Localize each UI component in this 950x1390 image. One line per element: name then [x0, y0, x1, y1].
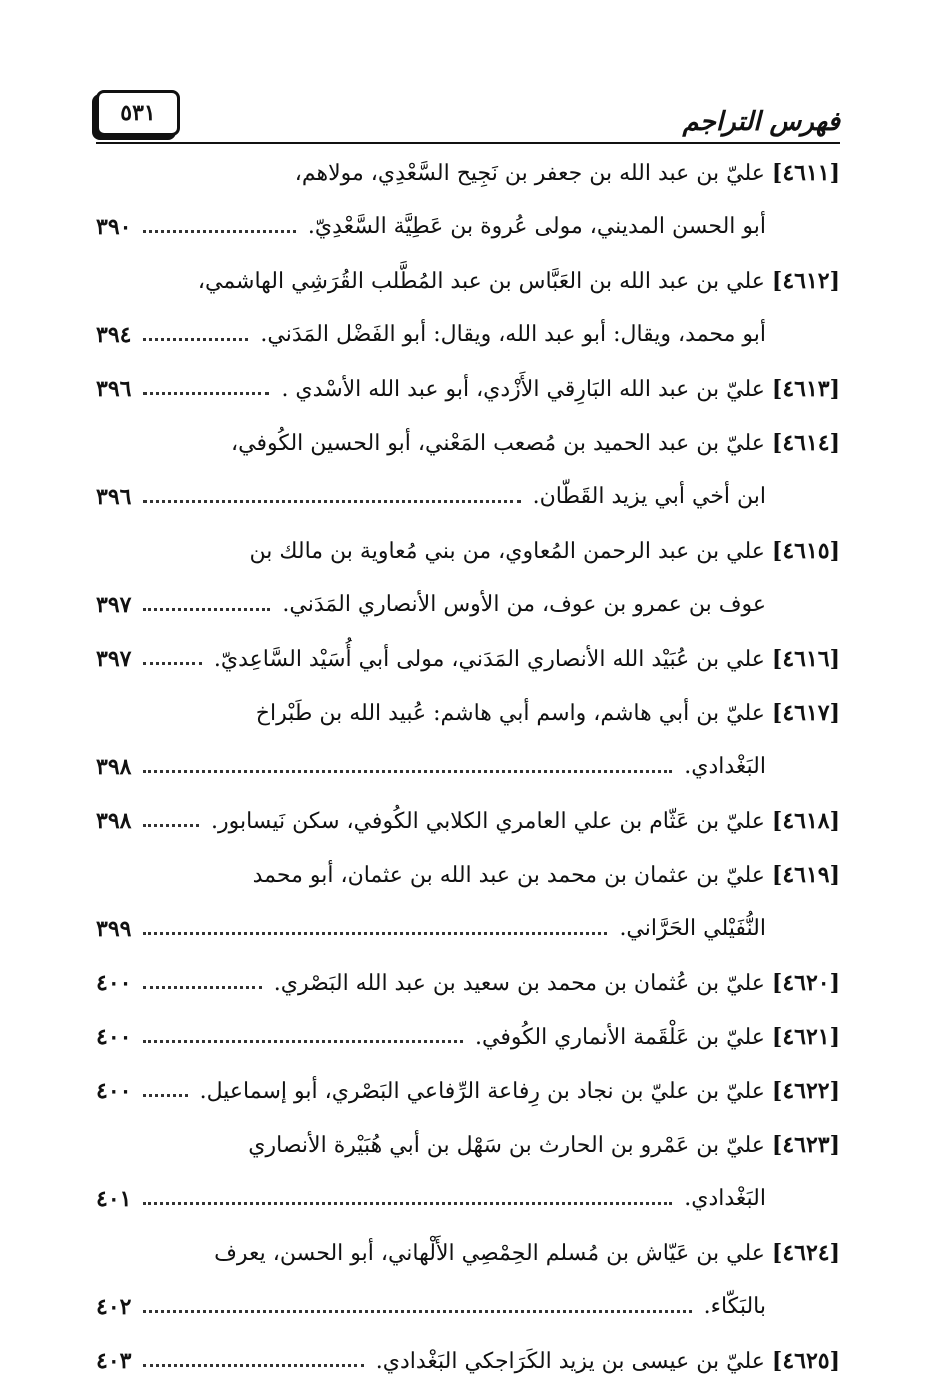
entry-number: [٤٦٢٢] [771, 1078, 840, 1104]
entry-number: [٤٦١٦] [771, 646, 840, 672]
entry-name: علي بن عَيّاش بن مُسلم الحِمْصِي الأَلْهاني، أبو الحسن، يعرف [214, 1241, 765, 1266]
entry-number: [٤٦١٨] [771, 808, 840, 834]
dot-leader [143, 1310, 691, 1313]
entry-name: أبو محمد، ويقال: أبو عبد الله، ويقال: أبو الفَضْل المَدَني. [260, 322, 766, 347]
index-line [96, 850, 840, 904]
entry-name: عليّ بن عُثمان بن محمد بن سعيد بن عبد الله البَصْري. [273, 971, 765, 996]
entry-page-ref: ٤٠٠ [96, 970, 132, 996]
dot-leader [143, 1094, 187, 1097]
entry-number: [٤٦١٩] [771, 862, 840, 888]
entry-text [200, 1078, 840, 1104]
dot-leader [143, 770, 672, 773]
entry-number: [٤٦١٢] [771, 268, 840, 294]
entry-page-ref: ٤٠٠ [96, 1078, 132, 1104]
entry-name: عليّ بن عَثّام بن علي العامري الكلابي الكُوفي، سكن نَيسابور. [210, 809, 765, 834]
index-line [96, 148, 840, 202]
dot-leader [143, 392, 269, 395]
entry-page-ref: ٣٩٠ [96, 214, 132, 240]
index-line [96, 472, 840, 526]
entry-page-ref: ٤٠٢ [96, 1294, 132, 1320]
entry-text [198, 268, 840, 294]
entry-number: [٤٦١٤] [771, 430, 840, 456]
entry-text [475, 1024, 840, 1050]
dot-leader [143, 1040, 463, 1043]
entry-name: عليّ بن أبي هاشم، واسم أبي هاشم: عُبيد الله بن طَبْراخ [255, 701, 765, 726]
entry-name: عليّ بن عيسى بن يزيد الكَرَاجكي البَغْدادي. [375, 1349, 765, 1374]
entry-text [704, 1294, 766, 1319]
entry-text [274, 970, 840, 996]
index-line [96, 1066, 840, 1120]
entry-name: عليّ بن عَمْرو بن الحارث بن سَهْل بن أبي هُبَيْرة الأنصاري [248, 1133, 765, 1158]
entry-page-ref: ٣٩٧ [96, 592, 132, 618]
entry-page-ref: ٣٩٦ [96, 376, 132, 402]
entry-page-ref: ٤٠٠ [96, 1024, 132, 1050]
entry-name: علي بن عُبَيْد الله الأنصاري المَدَني، مولى أبي أُسَيْد السَّاعِديّ. [213, 647, 765, 672]
entry-name: عليّ بن عليّ بن نجاد بن رِفاعة الرِّفاعي البَصْري، أبو إسماعيل. [199, 1079, 765, 1104]
entry-number: [٤٦٢٠] [771, 970, 840, 996]
entry-text [308, 214, 766, 239]
entry-text [281, 376, 840, 402]
dot-leader [143, 338, 248, 341]
index-line [96, 526, 840, 580]
entry-page-ref: ٤٠١ [96, 1186, 132, 1212]
dot-leader [143, 1202, 672, 1205]
running-header-title: فهرس التراجم [682, 107, 840, 137]
entry-name: النُّفَيْلي الحَرَّاني. [619, 916, 766, 941]
entry-page-ref: ٣٩٩ [96, 916, 132, 942]
entry-text [249, 538, 840, 564]
entry-name: أبو الحسن المديني، مولى عُروة بن عَطِيَّة السَّعْدِيّ. [307, 214, 766, 239]
entry-name: عليّ بن عثمان بن محمد بن عبد الله بن عثمان، أبو محمد [252, 863, 765, 888]
index-line [96, 1228, 840, 1282]
entry-text [684, 1186, 766, 1211]
dot-leader [143, 824, 199, 827]
index-entries [96, 148, 840, 1390]
entry-text [214, 646, 840, 672]
entry-text [211, 808, 840, 834]
entry-text [619, 916, 766, 941]
index-line [96, 742, 840, 796]
index-line [96, 1336, 840, 1390]
index-line [96, 310, 840, 364]
entry-name: علي بن عبد الله بن العَبَّاس بن عبد المُطَّلب القُرَشِي الهاشمي، [197, 269, 765, 294]
entry-page-ref: ٣٩٤ [96, 322, 132, 348]
index-line [96, 796, 840, 850]
page-number-box [96, 90, 180, 136]
dot-leader [143, 662, 201, 665]
entry-text [256, 700, 840, 726]
entry-page-ref: ٤٠٣ [96, 1348, 132, 1374]
page-number: ٥٣١ [120, 100, 156, 126]
entry-name: البَغْدادي. [684, 754, 766, 779]
index-line [96, 634, 840, 688]
dot-leader [143, 1364, 363, 1367]
entry-text [533, 484, 766, 509]
index-line [96, 688, 840, 742]
dot-leader [143, 986, 261, 989]
entry-number: [٤٦١١] [771, 160, 840, 186]
entry-number: [٤٦٢٣] [771, 1132, 840, 1158]
dot-leader [143, 932, 607, 935]
entry-text [282, 592, 766, 617]
header-rule [96, 142, 840, 144]
entry-number: [٤٦٢٥] [771, 1348, 840, 1374]
entry-text [376, 1348, 840, 1374]
entry-name: عليّ بن عَلْقَمة الأنماري الكُوفي. [475, 1025, 765, 1050]
entry-page-ref: ٣٩٦ [96, 484, 132, 510]
index-line [96, 1174, 840, 1228]
entry-name: بالبَكّاء. [703, 1294, 766, 1319]
entry-number: [٤٦٢٤] [771, 1240, 840, 1266]
entry-text [214, 1240, 840, 1266]
index-line [96, 418, 840, 472]
entry-text [231, 430, 840, 456]
entry-name: عليّ بن عبد الله بن جعفر بن نَجِيح السَّعْدِي، مولاهم، [294, 161, 765, 186]
index-line [96, 256, 840, 310]
entry-page-ref: ٣٩٨ [96, 808, 132, 834]
entry-text [260, 322, 766, 347]
dot-leader [143, 500, 520, 503]
entry-name: البَغْدادي. [684, 1186, 766, 1211]
dot-leader [143, 230, 295, 233]
entry-name: ابن أخي أبي يزيد القَطّان. [532, 484, 766, 509]
dot-leader [143, 608, 270, 611]
entry-text [253, 862, 840, 888]
index-line [96, 364, 840, 418]
entry-name: علي بن عبد الرحمن المُعاوي، من بني مُعاوية بن مالك بن [249, 539, 765, 564]
index-line [96, 202, 840, 256]
index-line [96, 958, 840, 1012]
index-line [96, 904, 840, 958]
entry-text [684, 754, 766, 779]
entry-name: عليّ بن عبد الله البَارِقي الأَزْدي، أبو عبد الله الأسْدي . [281, 377, 765, 402]
index-line [96, 1012, 840, 1066]
entry-number: [٤٦١٧] [771, 700, 840, 726]
entry-number: [٤٦٢١] [771, 1024, 840, 1050]
entry-name: عوف بن عمرو بن عوف، من الأوس الأنصاري المَدَني. [282, 592, 766, 617]
entry-number: [٤٦١٥] [771, 538, 840, 564]
entry-name: عليّ بن عبد الحميد بن مُصعب المَعْني، أبو الحسين الكُوفي، [231, 431, 765, 456]
index-line [96, 1282, 840, 1336]
entry-page-ref: ٣٩٨ [96, 754, 132, 780]
index-line [96, 580, 840, 634]
index-line [96, 1120, 840, 1174]
entry-text [295, 160, 840, 186]
entry-number: [٤٦١٣] [771, 376, 840, 402]
entry-page-ref: ٣٩٧ [96, 646, 132, 672]
entry-text [248, 1132, 840, 1158]
